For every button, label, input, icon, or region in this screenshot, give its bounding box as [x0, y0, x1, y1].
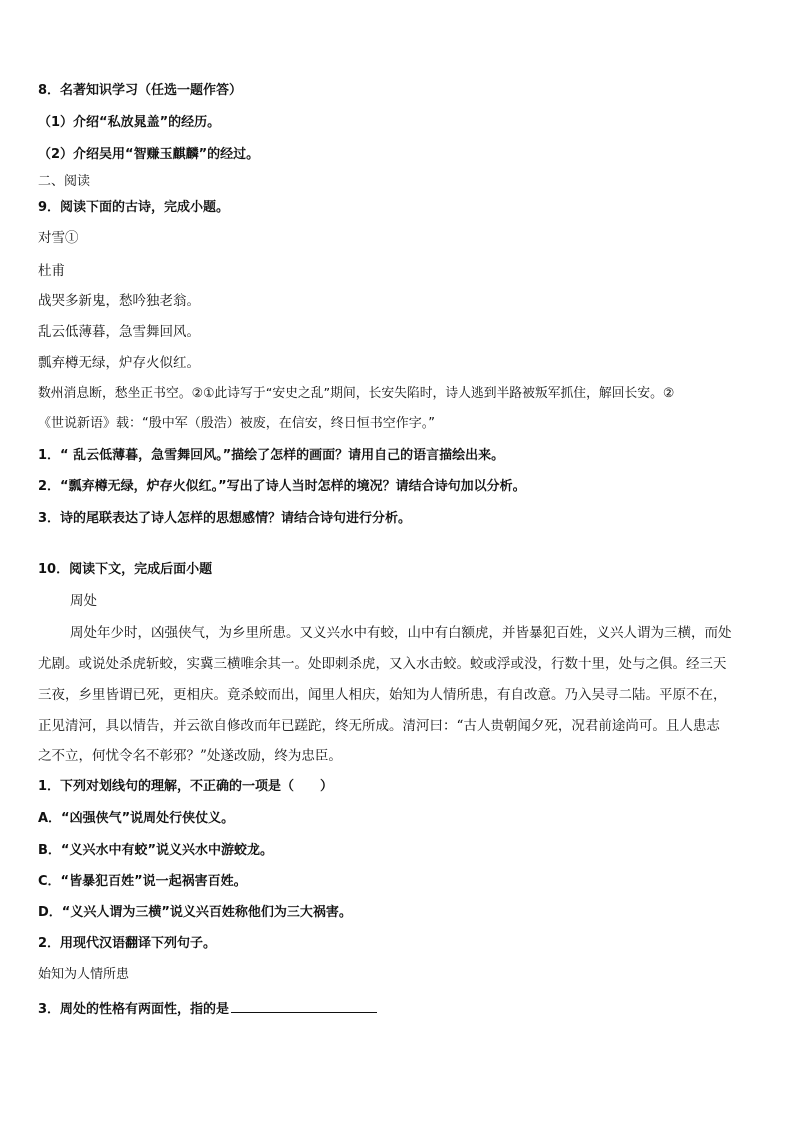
- q9-question-1: 1．“ 乱云低薄暮，急雪舞回风。”描绘了怎样的画面？请用自己的语言描绘出来。: [38, 448, 505, 463]
- choice-b: B．“义兴水中有蛟”说义兴水中游蛟龙。: [38, 843, 273, 858]
- answer-blank[interactable]: [231, 998, 377, 1013]
- poem-line-1: 战哭多新鬼，愁吟独老翁。: [38, 293, 200, 309]
- translate-sentence: 始知为人情所患: [38, 967, 130, 982]
- choice-d: D．“义兴人谓为三横”说义兴百姓称他们为三大祸害。: [38, 905, 352, 920]
- q10-title: 10．阅读下文，完成后面小题: [38, 562, 213, 577]
- passage-line-2: 尤剧。或说处杀虎斩蛟，实冀三横唯余其一。处即刺杀虎，又入水击蛟。蛟或浮或没，行数十里，处与之俱。经三天: [38, 656, 727, 672]
- poem-note-2: 《世说新语》载：“殷中军（殷浩）被废，在信安，终日恒书空作字。”: [38, 416, 435, 431]
- choice-c: C．“皆暴犯百姓”说一起祸害百姓。: [38, 874, 247, 889]
- poem-title: 对雪①: [38, 230, 79, 246]
- q10-sub-3: [38, 998, 377, 1019]
- q9-title: 9．阅读下面的古诗，完成小题。: [38, 200, 230, 215]
- q9-question-3: 3．诗的尾联表达了诗人怎样的思想感情？请结合诗句进行分析。: [38, 511, 412, 526]
- q10-sub-2: 2．用现代汉语翻译下列句子。: [38, 936, 217, 951]
- passage-title: 周处: [70, 593, 97, 609]
- passage-line-1: 周处年少时，凶强侠气，为乡里所患。又义兴水中有蛟，山中有白额虎，并皆暴犯百姓，义兴人谓为三横，而处: [70, 625, 732, 641]
- q8-option-2: （2）介绍吴用“智赚玉麒麟”的经过。: [38, 147, 260, 162]
- passage-line-3: 三夜，乡里皆谓已死，更相庆。竟杀蛟而出，闻里人相庆，始知为人情所患，有自改意。乃入吴寻二陆。平原不在，: [38, 687, 727, 703]
- poem-line-3: 瓢弃樽无绿，炉存火似红。: [38, 355, 200, 371]
- q9-question-2: 2．“瓢弃樽无绿，炉存火似红。”写出了诗人当时怎样的境况？请结合诗句加以分析。: [38, 479, 526, 494]
- section-heading-reading: 二、阅读: [38, 174, 91, 189]
- passage-line-5: 之不立，何忧令名不彰邪？”处遂改励，终为忠臣。: [38, 748, 342, 764]
- passage-line-4: 正见清河，具以情告，并云欲自修改而年已蹉跎，终无所成。清河曰：“古人贵朝闻夕死，况君前途尚可。且人患志: [38, 718, 720, 734]
- q8-option-1: （1）介绍“私放晁盖”的经历。: [38, 115, 221, 130]
- q8-title: 8．名著知识学习（任选一题作答）: [38, 83, 243, 98]
- poem-line-2: 乱云低薄暮，急雪舞回风。: [38, 324, 200, 340]
- poem-line-4-and-note: 数州消息断，愁坐正书空。②①此诗写于“安史之乱”期间，长安失陷时，诗人逃到半路被叛军抓住，解回长安。②: [38, 386, 675, 401]
- choice-a: A．“凶强侠气”说周处行侠仗义。: [38, 811, 235, 826]
- q10-sub-3-text: 3．周处的性格有两面性，指的是: [38, 1002, 230, 1017]
- q10-sub-1: 1．下列对划线句的理解，不正确的一项是（ ）: [38, 779, 334, 794]
- poem-author: 杜甫: [38, 263, 65, 279]
